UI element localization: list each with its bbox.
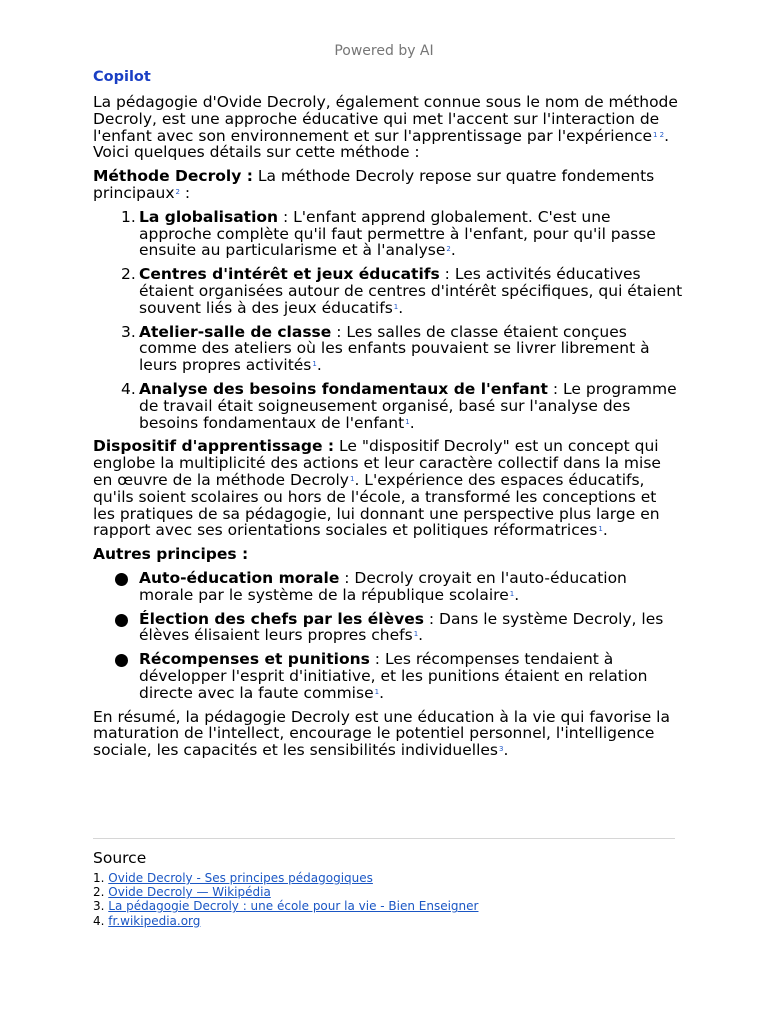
item-tail: . bbox=[316, 356, 322, 375]
source-number: 1. bbox=[93, 871, 105, 885]
dispositif-tail: . bbox=[602, 521, 608, 540]
autres-heading-paragraph bbox=[93, 546, 683, 563]
citation-link[interactable]: 3 bbox=[498, 745, 504, 754]
item-text: : L'enfant apprend globalement. C'est une approche complète qu'il faut permettre à l'enfant, pour qu'il passe ensuite au particularisme et à l'analyse bbox=[139, 207, 656, 260]
citation-link[interactable]: 1 bbox=[374, 687, 380, 696]
item-tail: . bbox=[450, 241, 456, 260]
bullet-icon bbox=[115, 573, 128, 586]
item-text: : Dans le système Decroly, les élèves élisaient leurs propres chefs bbox=[139, 609, 664, 645]
list-item bbox=[93, 324, 683, 374]
copilot-brand: Copilot bbox=[93, 69, 151, 85]
list-number: 2. bbox=[121, 265, 136, 284]
source-number: 3. bbox=[93, 899, 105, 914]
item-tail: . bbox=[418, 626, 424, 645]
bullet-icon bbox=[115, 614, 128, 627]
item-title: Atelier-salle de classe bbox=[139, 322, 332, 341]
source-number: 4. bbox=[93, 913, 105, 928]
item-tail: . bbox=[409, 413, 415, 432]
dispositif-paragraph bbox=[93, 438, 683, 539]
citation-link[interactable]: 1 bbox=[312, 360, 317, 369]
source-item bbox=[93, 914, 478, 928]
citation-link[interactable]: 1 2 bbox=[653, 130, 665, 139]
item-text: : Les activités éducatives étaient organisées autour de centres d'intérêt spécifiques, qui étaient souvent liés à des jeux éducatifs bbox=[139, 265, 683, 317]
list-item bbox=[93, 381, 683, 431]
methode-tail: : bbox=[179, 183, 191, 202]
dispositif-text-2: . L'expérience des espaces éducatifs, qu'ils soient scolaires ou hors de l'école, a transformé les conceptions et les pratiques de sa pédagogie, lui donnant une perspective plus large en rapport avec ses orientations sociales et politiques réformatrices bbox=[93, 470, 660, 540]
methode-paragraph bbox=[93, 168, 683, 202]
item-tail: . bbox=[398, 298, 404, 317]
list-number: 1. bbox=[121, 207, 136, 226]
source-item bbox=[93, 885, 478, 899]
fondements-list bbox=[93, 209, 683, 432]
sources-list bbox=[93, 871, 478, 928]
item-title: Centres d'intérêt et jeux éducatifs bbox=[139, 265, 440, 284]
list-number: 4. bbox=[121, 379, 136, 398]
item-text: : Les récompenses tendaient à développer l'esprit d'initiative, et les punitions étaient en relation directe avec la faute commise bbox=[139, 650, 648, 702]
intro-paragraph bbox=[93, 94, 683, 161]
item-tail: . bbox=[514, 585, 520, 604]
citation-link[interactable]: 1 bbox=[413, 630, 419, 639]
item-title: Récompenses et punitions bbox=[139, 650, 370, 669]
item-title: Élection des chefs par les élèves bbox=[139, 609, 424, 628]
item-text: : Decroly croyait en l'auto-éducation morale par le système de la république scolaire bbox=[139, 568, 627, 604]
answer-content bbox=[93, 67, 683, 766]
list-number: 3. bbox=[121, 322, 136, 341]
citation-link[interactable]: 1 bbox=[405, 417, 410, 426]
item-title: La globalisation bbox=[139, 207, 279, 226]
dispositif-heading: Dispositif d'apprentissage : bbox=[93, 437, 335, 456]
methode-heading: Méthode Decroly : bbox=[93, 167, 253, 186]
resume-text: En résumé, la pédagogie Decroly est une éducation à la vie qui favorise la maturation de l'intellect, encourage le potentiel personnel, l'intelligence sociale, les capacités et les sensibilités individuelles bbox=[93, 707, 670, 760]
methode-text: La méthode Decroly repose sur quatre fondements principaux bbox=[93, 167, 655, 202]
item-text: : Les salles de classe étaient conçues comme des ateliers où les enfants pouvaient se livrer librement à leurs propres activités bbox=[139, 322, 650, 375]
sources-title: Source bbox=[93, 849, 147, 867]
autres-list bbox=[93, 570, 683, 702]
source-link[interactable]: fr.wikipedia.org bbox=[108, 913, 201, 928]
list-item bbox=[93, 651, 683, 701]
resume-tail: . bbox=[503, 741, 509, 760]
resume-paragraph bbox=[93, 709, 683, 759]
powered-by-label: Powered by AI bbox=[334, 43, 434, 59]
source-link[interactable]: Ovide Decroly — Wikipédia bbox=[108, 885, 271, 900]
citation-link[interactable]: 2 bbox=[175, 187, 180, 196]
divider bbox=[93, 838, 675, 839]
citation-link[interactable]: 1 bbox=[598, 525, 603, 534]
item-text: : Le programme de travail était soigneusement organisé, basé sur l'analyse des besoins fondamentaux de l'enfant bbox=[139, 379, 677, 432]
item-title: Auto-éducation morale bbox=[139, 568, 340, 587]
bullet-icon bbox=[115, 654, 128, 667]
source-number: 2. bbox=[93, 885, 105, 900]
citation-link[interactable]: 1 bbox=[349, 474, 355, 483]
citation-link[interactable]: 1 bbox=[393, 302, 399, 311]
item-title: Analyse des besoins fondamentaux de l'enfant bbox=[139, 379, 548, 398]
autres-heading: Autres principes : bbox=[93, 545, 249, 564]
list-item bbox=[93, 209, 683, 259]
list-item bbox=[93, 570, 683, 604]
dispositif-text: Le "dispositif Decroly" est un concept qui englobe la multiplicité des actions et leur caractère collectif dans la mise en œuvre de la méthode Decroly bbox=[93, 437, 661, 489]
item-tail: . bbox=[379, 683, 385, 702]
intro-text: La pédagogie d'Ovide Decroly, également connue sous le nom de méthode Decroly, est une approche éducative qui met l'accent sur l'interaction de l'enfant avec son environnement et sur l'apprentissage par l'expérience bbox=[93, 93, 678, 145]
source-item bbox=[93, 871, 478, 885]
source-item bbox=[93, 899, 478, 913]
citation-link[interactable]: 1 bbox=[509, 589, 515, 598]
source-link[interactable]: La pédagogie Decroly : une école pour la vie - Bien Enseigner bbox=[108, 899, 479, 914]
citation-link[interactable]: 2 bbox=[446, 245, 451, 254]
intro-tail: . Voici quelques détails sur cette méthode : bbox=[93, 126, 670, 162]
source-link[interactable]: Ovide Decroly - Ses principes pédagogiques bbox=[108, 871, 373, 885]
list-item bbox=[93, 611, 683, 645]
list-item bbox=[93, 266, 683, 316]
